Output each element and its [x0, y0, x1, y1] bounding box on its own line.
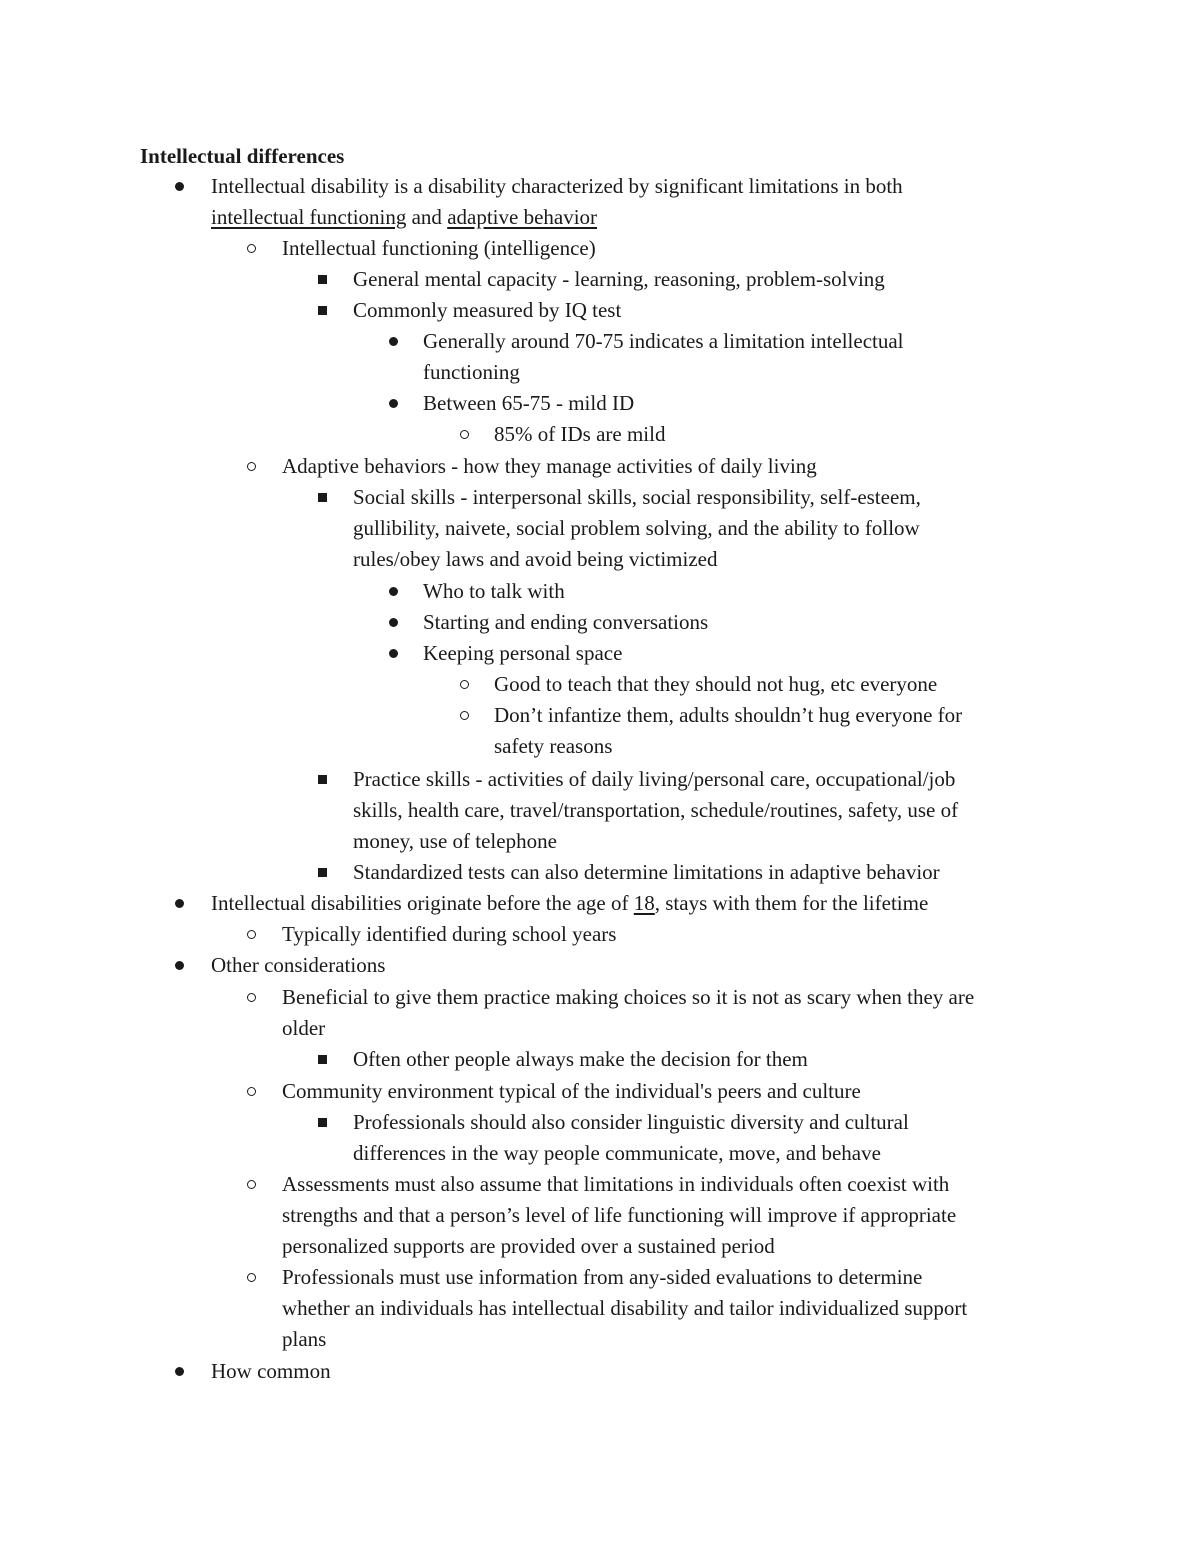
list-item: Good to teach that they should not hug, etc everyone: [494, 669, 937, 700]
list-item: Social skills - interpersonal skills, social responsibility, self-esteem, gullibility, naivete, social problem solving, and the ability to follow rules/obey laws and avoid being victimized: [353, 482, 921, 575]
hollow-bullet-icon: [247, 1180, 256, 1189]
square-bullet-icon: [318, 1118, 327, 1127]
hollow-bullet-icon: [460, 430, 469, 439]
square-bullet-icon: [318, 868, 327, 877]
filled-bullet-icon: [389, 587, 398, 596]
hollow-bullet-icon: [247, 993, 256, 1002]
list-item: Assessments must also assume that limitations in individuals often coexist with strengths and that a person’s level of life functioning will improve if appropriate personalized supports are provided over a sustained period: [282, 1169, 956, 1262]
page-title: Intellectual differences: [140, 144, 345, 168]
filled-bullet-icon: [389, 337, 398, 346]
list-item: Standardized tests can also determine limitations in adaptive behavior: [353, 857, 940, 888]
list-item: Don’t infantize them, adults shouldn’t hug everyone for safety reasons: [494, 700, 962, 762]
square-bullet-icon: [318, 1055, 327, 1064]
list-item: Community environment typical of the individual's peers and culture: [282, 1076, 861, 1107]
list-item: How common: [211, 1356, 331, 1387]
filled-bullet-icon: [175, 899, 184, 908]
list-item: Professionals must use information from any-sided evaluations to determine whether an individuals has intellectual disability and tailor individualized support plans: [282, 1262, 967, 1355]
list-item: Adaptive behaviors - how they manage activities of daily living: [282, 451, 817, 482]
list-item: 85% of IDs are mild: [494, 419, 665, 450]
list-item: Often other people always make the decision for them: [353, 1044, 808, 1075]
hollow-bullet-icon: [247, 462, 256, 471]
list-item: Between 65-75 - mild ID: [423, 388, 634, 419]
list-item: Keeping personal space: [423, 638, 622, 669]
filled-bullet-icon: [175, 961, 184, 970]
underlined-term: adaptive behavior: [447, 205, 598, 229]
hollow-bullet-icon: [247, 930, 256, 939]
filled-bullet-icon: [389, 649, 398, 658]
hollow-bullet-icon: [460, 711, 469, 720]
square-bullet-icon: [318, 775, 327, 784]
list-item: Beneficial to give them practice making choices so it is not as scary when they are older: [282, 982, 974, 1044]
list-item: Typically identified during school years: [282, 919, 616, 950]
square-bullet-icon: [318, 306, 327, 315]
list-item: General mental capacity - learning, reasoning, problem-solving: [353, 264, 885, 295]
list-item: Practice skills - activities of daily living/personal care, occupational/job skills, health care, travel/transportation, schedule/routines, safety, use of money, use of telephone: [353, 764, 958, 857]
hollow-bullet-icon: [460, 680, 469, 689]
filled-bullet-icon: [175, 1367, 184, 1376]
list-item: Professionals should also consider linguistic diversity and cultural differences in the way people communicate, move, and behave: [353, 1107, 909, 1169]
list-item: Intellectual disability is a disability characterized by significant limitations in both intellectual functioning and adaptive behavior: [211, 171, 903, 233]
underlined-term: 18: [633, 891, 655, 915]
square-bullet-icon: [318, 275, 327, 284]
filled-bullet-icon: [389, 618, 398, 627]
underlined-term: intellectual functioning: [211, 205, 407, 229]
list-item: Commonly measured by IQ test: [353, 295, 621, 326]
hollow-bullet-icon: [247, 244, 256, 253]
hollow-bullet-icon: [247, 1273, 256, 1282]
filled-bullet-icon: [175, 182, 184, 191]
filled-bullet-icon: [389, 399, 398, 408]
list-item: Starting and ending conversations: [423, 607, 708, 638]
list-item: Who to talk with: [423, 576, 565, 607]
list-item: Intellectual functioning (intelligence): [282, 233, 596, 264]
hollow-bullet-icon: [247, 1087, 256, 1096]
list-item: Intellectual disabilities originate before the age of 18, stays with them for the lifetime: [211, 888, 928, 919]
square-bullet-icon: [318, 493, 327, 502]
list-item: Generally around 70-75 indicates a limitation intellectual functioning: [423, 326, 904, 388]
list-item: Other considerations: [211, 950, 385, 981]
